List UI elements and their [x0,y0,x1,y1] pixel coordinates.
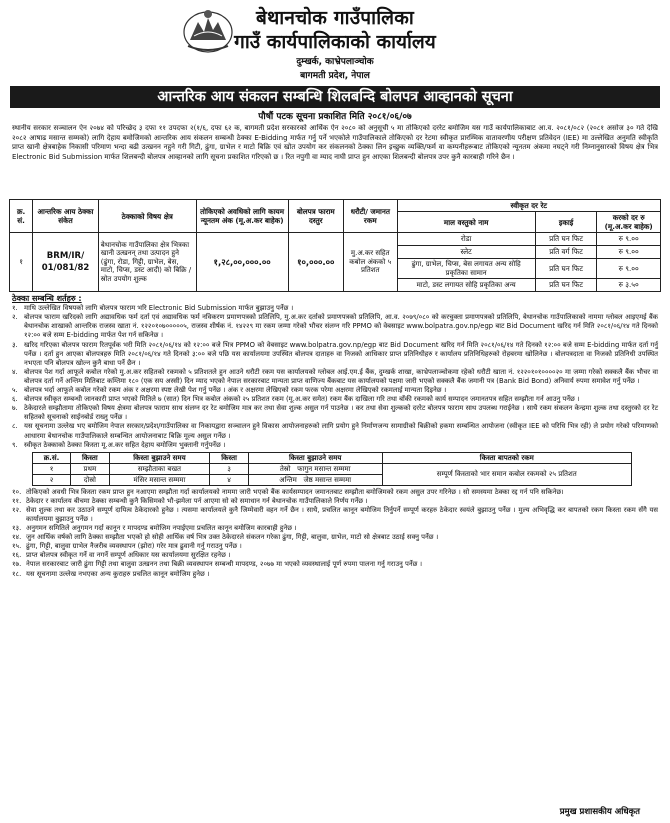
terms-list [12,304,658,450]
term-text: बोलपत्र पेश गर्दा आफूले कबोल गरेको मु.अ.कर सहितको रकमको ५ प्रतिशतले हुन आउने धरौटी रकम यस कार्यालयको ग्लोबल आई.एम.ई बैंक, दुम्खर्क शाखा, काभ्रेपलाञ्चोकमा रहेको धरौटी खाता नं. १२२०१०१००००२० मा जम्मा गरेको सक्कलै बैंक भौचर वा बोलपत्र दर्ता गर्ने अन्तिम मितिबाट कम्तिमा १८० (एक सय अस्सी) दिन म्याद भएको नेपाल सरकारबाट मान्यता प्राप्त वाणिज्य बैंकबाट यस कार्यालयको पक्षमा जारी भएको सक्कलै बैंक जमानी पत्र (Bank Bid Bond) अनिवार्य रुपमा समावेश गर्नु पर्नेछ । [24,367,658,385]
inst-t2 [248,474,382,485]
term-text: यस सूचनामा उल्लेख नभएका अन्य कुराहरु प्रचलित कानून बमोजिम हुनेछ । [26,569,210,578]
th-rate: करको दर रु (मू.अ.कर बाहेक) [597,212,661,233]
term-text: सेवा शुल्क तथा कर उठाउने सम्पूर्ण दायित्व ठेकेदारको हुनेछ । त्यसमा कार्यालयले कुनै जिम्मेवारी वहन गर्ने छैन । साथै, प्रचलित कानून बमोजिम तिर्नुपर्ने सम्पूर्ण करहरु ठेकेदार स्वयंले बुझाउनु पर्नेछ । मुल्य अभिवृद्धि कर बापतको रकम किस्ता रकम सँगै यस कार्यालयमा बुझाउनु पर्नेछ । [26,505,658,523]
inst-th-k2: किस्ता [210,452,249,463]
letterhead [8,0,662,86]
inst-t2-label: तेस्रो [279,464,291,473]
th-code: आन्तरिक आय ठेक्का संकेत [33,200,99,233]
inst-th-t1: किस्ता बुझाउने समय [109,452,210,463]
list-item [12,422,658,440]
th-rate-group: स्वीकृत दर रेट [397,200,660,212]
inst-sn: १ [33,463,71,474]
inst-k1: दोस्रो [71,474,110,485]
inst-th-t2: किस्ता बुझाउने समय [248,452,382,463]
term-text: खरिद गरिएका बोलपत्र फाराम रितपूर्वक भरी मिति २०८१/०६/१४ को १२:०० बजे भित्र PPMO को वेबसाइट www.bolpatra.gov.np/egp बाट Bid Document खरिद गर्न मिति २०८१/०६/१४ गते दिनको १२:०० बजे सम्म E-bidding मार्फत दर्ता गर्नु पर्नेछ । दर्ता हुन आएका बोलपत्रहरु मिति २०८१/०६/१४ गते दिनको ३:०० बजे पछि यस कार्यालयमा उपस्थित बोलपत्र दाताहरु वा निजको आधिकार प्राप्त प्रतिनिधीहरु र कार्यालय प्रतिनिधिहरुको रोहबरमा खोलिनेछ । बोलपत्रदाता वा निजको प्रतिनिधी उपस्थित नभएता पनि बोलपत्र खोल्न कुनै बाधा पर्ने छैन । [24,340,658,367]
term-number: १४. [12,533,22,542]
inst-k2: ४ [210,474,249,485]
terms-heading: ठेक्का सम्बन्धि शर्तहरु : [12,294,82,304]
term-text: तोकिएको अवधी भित्र किस्ता रकम प्राप्त हुन नआएमा सम्झौता गर्दा कार्यालयको नाममा जारी भएको बैंक कार्यसम्पादन जमानतबाट सम्झौता बमोजिमको रकम असुल उपर गरिनेछ । सो समस्यमा ठेक्का रद्द गर्न पनि सकिनेछ। [26,487,564,496]
term-text: ठेकेदार र कार्यालय बीचमा ठेक्का सम्बन्धी कुनै किसिमको भौ-झमेला पर्न आएमा सो को समाधान गर्न बेथानचोक गाउँपालिकाले निर्णय गर्नेछ । [26,496,368,505]
term-number: ४. [12,367,18,376]
cell-deposit: मु.अ.कर सहित कबोल अंकको ५ प्रतिशत [344,233,397,292]
rate-value: रु ९.०० [597,233,661,246]
term-number: १८. [12,569,22,578]
th-area: ठेक्काको विषय क्षेत्र [98,200,196,233]
contract-table [9,199,661,292]
term-text: बोलपत्र भर्दा आफूले कबोल गरेको रकम अंक र अक्षरमा स्पष्ट लेखी पेश गर्नु पर्नेछ । अंक र अक्षरमा लेखिएको रकम फरक परेमा अक्षरमा लेखिएको रकमलाई मान्यता दिइनेछ । [24,386,447,395]
list-item [12,560,658,569]
term-number: १६. [12,551,22,560]
list-item [12,533,658,542]
th-unit: इकाई [535,212,597,233]
cell-area: बेथानचोक गाउँपालिका क्षेत्र भित्रका खानी उत्खनन् तथा उत्पादन हुने (ढुंगा, रोडा, गिट्टी, ग्राभेल, बेस, माटो, चिप्स, डस्ट आदी) को बिक्रि /स्रोत उपयोग शुल्क [98,233,196,292]
inst-t3: जेष्ठ मसान्त सम्ममा [303,475,352,484]
term-number: १०. [12,487,22,496]
inst-t2-label: अन्तिम [279,475,297,484]
inst-t1: सम्झौताका बखत [109,463,210,474]
office-name: बेथानचोक गाउँपालिका [256,7,414,29]
rate-value: रु ३.५० [597,279,661,292]
notice-title-banner: आन्तरिक आय संकलन सम्बन्धि शिलबन्दि बोलपत्र आव्हानको सूचना [10,86,660,108]
list-item [12,441,658,450]
term-number: ५. [12,386,18,395]
office-province: बागमती प्रदेश, नेपाल [300,71,370,81]
list-item [12,386,658,395]
inst-amount: सम्पूर्ण किस्ताको भार समान कबोल रकमको २५ प्रतिशत [382,463,631,485]
inst-th-sn: क्र.सं. [33,452,71,463]
term-text: ढुंगा, गिट्टी, बालुवा ग्राभेल नैजरीब व्यवस्थापन (झोरा) गरेर मात्र ढुवानी गर्नु गराउनु पर्नेछ । [26,542,242,551]
term-text: बोलपत्र फाराम खरिदको लागि अद्यावधिक फर्म दर्ता एवं अद्यावधिक फर्म नविकरण प्रमाणपत्रको प्रतिलिपि, मु.अ.कर दर्ताको प्रमाणपत्रको प्रतिलिपि, आ.व. २०७९/०८० को करचुक्ता प्रमाणपत्रको प्रतिलिपि, बेथानचोक गाउँपालिकाको नाममा ग्लोबल आइएमई बैंक बेथानचोक शाखाको आन्तरिक राजस्व खाता नं. १२२०१०७०००००५, राजस्व शीर्षक नं. १४२२९ मा रकम जम्मा गरेको भौचर संलग्न गरि PPMO को वेबसाइट www.bolpatra.gov.np/egp बाट Bid Document खरिद गर्न मिति २०८१/०६/१४ गते दिनको १२:०० बजे सम्म E-bidding मार्फत पेश गर्न सकिनेछ । [24,313,658,340]
term-text: ठेकेदारले सम्झौतामा तोकिएको विषय क्षेत्रमा बोलपत्र फाराम साथ संलग्न दर रेट बमोजिम मात्र कर तथा सेवा शुल्क असुल गर्न पाउनेछ । कर तथा सेवा शुल्कको दररेट बोलपत्र फाराम साथ उपलब्ध गराईनेछ । साथै रकम संकलन केन्द्रमा शुल्क तथा दस्तुरको दर रेट सहितको सूचनाको साईनबोर्ड राख्नु पर्नेछ । [24,404,658,422]
cell-sn: १ [10,233,33,292]
term-number: १२. [12,505,22,514]
rate-item: रोडा [397,233,535,246]
th-deposit: धरौटी/ जमानत रकम [344,200,397,233]
inst-k2: ३ [210,463,249,474]
term-number: १७. [12,560,22,569]
term-text: अनुगमन समितिले अनुगमन गर्दा कानून र मापदण्ड बमोजिम नपाईएमा प्रचलित कानून बमोजिम कारबाही हुनेछ । [26,524,297,533]
th-item: माल वस्तुको नाम [397,212,535,233]
list-item [12,497,658,506]
rate-unit: प्रति घन फिट [535,279,597,292]
rate-unit: प्रति घन फिट [535,233,597,246]
inst-t1: मंसिर मसान्त सम्ममा [109,474,210,485]
rate-item: स्लेट [397,246,535,259]
office-location: दुम्खर्क, काभ्रेपलाञ्चोक [296,57,374,67]
th-fee: बोलपत्र फाराम दस्तुर [288,200,344,233]
inst-t2 [248,463,382,474]
signature-title: प्रमुख प्रशासकीय अधिकृत [559,807,640,817]
term-number: २. [12,313,18,322]
installment-table [32,452,632,486]
table-row [33,463,632,474]
list-item [12,542,658,551]
publish-date: पौषौं पटक सूचना प्रकाशित मिति २०८१/०६/०७ [258,112,412,122]
table-row [10,233,661,246]
th-sn: क्र. सं. [10,200,33,233]
inst-k1: प्रथम [71,463,110,474]
list-item [12,524,658,533]
term-number: १३. [12,524,22,533]
rate-unit: प्रति घन फिट [535,259,597,279]
term-number: ९. [12,440,18,449]
term-text: यस सूचनामा उल्लेख भए बमोजिम नेपाल सरकार/प्रदेश/गाउँपालिका वा निकायद्वारा सञ्चालन हुने विकास आयोजनाहरुको लागि प्रयोग हुने निर्माणजन्य सामाग्रीको बिक्रीको हकमा सम्बन्धित आयोजना (स्वीकृत IEE को परिधि भित्र रही) ले प्रयोग गरेको परिमाणको आधारमा बेथानचोक गाउँपालिकाले सम्बन्धित आयोजनाबाट बिक्रि मूल्य असुल गर्नेछ । [24,422,658,440]
list-item [12,313,658,340]
term-number: ८. [12,422,18,431]
cell-fee: १०,०००.०० [288,233,344,292]
rate-value: रु ९.०० [597,259,661,279]
intro-paragraph: स्थानीय सरकार सञ्चालन ऐन २०७४ को परिच्छेद ३ दफा ११ उपदफा २(१/६, दफा ६२ क, बागमती प्रदेश सरकारको आर्थिक ऐन २०८० को अनुसूची ५ मा तोकिएको दररेट बमोजिम यस गाउँ कार्यपालिकाबाट आ.व. २०८१/०८२ (२०८१ असोज ३० गते देखि २०८२ आषाढ मसान्त सम्मको) लागि देहाय बमोजिमको आन्तरिक आय संकलन सम्बन्धी ठेक्का E-Bidding मार्फत गर्नु पर्ने भएकोले गाउँपालिकाले तोकिएको दर रेटमा स्वीकृत प्रारम्भिक वातावरणीय परीक्षण प्रतिवेदन (IEE) मा उल्लेखित अनुमति स्वीकृति प्राप्त खानी क्षेत्रबाहेक निकासी परिमाण भन्दा बढी उत्खनन नहुने गरी गिटी, ढुंगा, ग्राभेल र माटो बिक्रि एवं खोत उपयोग कर संकलनको ठेक्का लिन इच्छुक व्यक्ति/फर्म वा कम्पनीहरूबाट तोकिएको न्यूनतम अंकमा नघट्ने गरी निम्नानुसारको विषय क्षेत्र भित्र Electronic Bid Submission मार्फत शिलबन्दी बोलपत्र आव्हानको लागि सूचना प्रकाशित गरिएको छ । रित नपुगी वा म्याद नाघी प्राप्त हुन आएका शिलबन्दी बोलपत्र उपर कुनै कारबाही गरिने छैन । [12,124,658,161]
rate-item: ढुंगा, ग्राभेल, चिप्स, बेस लगायत अन्य सोहि प्रकृतिका सामान [397,259,535,279]
term-number: १५. [12,542,22,551]
term-text: स्वीकृत ठेक्काको ठेक्का किस्ता मू.अ.कर सहित देहाय बमोजिम भुक्तानी गर्नुपर्नेछ । [24,440,226,449]
cell-min: १,२८,००,०००.०० [196,233,288,292]
list-item [12,395,658,404]
term-text: प्राप्त बोलपत्र स्वीकृत गर्ने वा नगर्ने सम्पूर्ण अधिकार यस कार्यालयमा सुरक्षित रहनेछ । [26,551,231,560]
inst-sn: २ [33,474,71,485]
list-item [12,404,658,422]
inst-th-amount: किस्ता बापतको रकम [382,452,631,463]
th-min: तोकिएको अवधिको लागि कायम न्यूनतम अंक (मू.अ.कर बाहेक) [196,200,288,233]
list-item [12,488,658,497]
rate-value: रु ९.०० [597,246,661,259]
term-number: ७. [12,404,18,413]
term-number: ११. [12,496,22,505]
term-text: माथि उल्लेखित विषयको लागि बोलपत्र फाराम भरि Electronic Bid Submission मार्फत बुझाउनु पर्नेछ । [24,304,294,313]
rate-item: माटो, डस्ट लगायत सोहि प्रकृतिका अन्य [397,279,535,292]
terms-list-continued [12,488,658,579]
term-number: ३. [12,340,18,349]
rate-unit: प्रति वर्ग फिट [535,246,597,259]
list-item [12,341,658,368]
term-number: १. [12,304,18,313]
list-item [12,570,658,579]
office-subtitle: गाउँ कार्यपालिकाको कार्यालय [234,31,436,53]
term-text: नेपाल सरकारबाट जारी ढुंगा गिट्टी तथा बालुवा उत्खनन तथा बिक्री व्यवस्थापन सम्बन्धी मापदण्ड, २०७७ मा भएको व्यवस्थालाई पूर्ण रुपमा पालना गर्नु गराउनु पर्नेछ । [26,560,423,569]
term-text: जुन आर्थिक वर्षको लागि ठेक्का सम्झौता भएको हो सोही आर्थिक वर्ष भित्र उक्त ठेकेदारले संकलन गरेका ढुंगा, गिट्टी, बालुवा, ग्राभेल, माटो सो क्षेत्रबाट उठाई सक्नु पर्नेछ । [26,533,439,542]
inst-t3: फागुन मसान्त सम्ममा [297,464,351,473]
inst-th-k1: किस्ता [71,452,110,463]
list-item [12,506,658,524]
list-item [12,304,658,313]
cell-code: BRM/IR/ 01/081/82 [33,233,99,292]
term-number: ६. [12,395,18,404]
list-item [12,368,658,386]
term-text: बोलपत्र स्वीकृत सम्बन्धी जानकारी प्राप्त भएको मितिले ७ (सात) दिन भित्र कबोल अंकको २५ प्रतिशत रकम (मू.अ.कर समेत) रकम बैंक दाखिला गरि तथा बाँकी रकमको कार्य सम्पादन जमानतपत्र सहित सम्झौता गर्न आउनु पर्नेछ । [24,395,580,404]
